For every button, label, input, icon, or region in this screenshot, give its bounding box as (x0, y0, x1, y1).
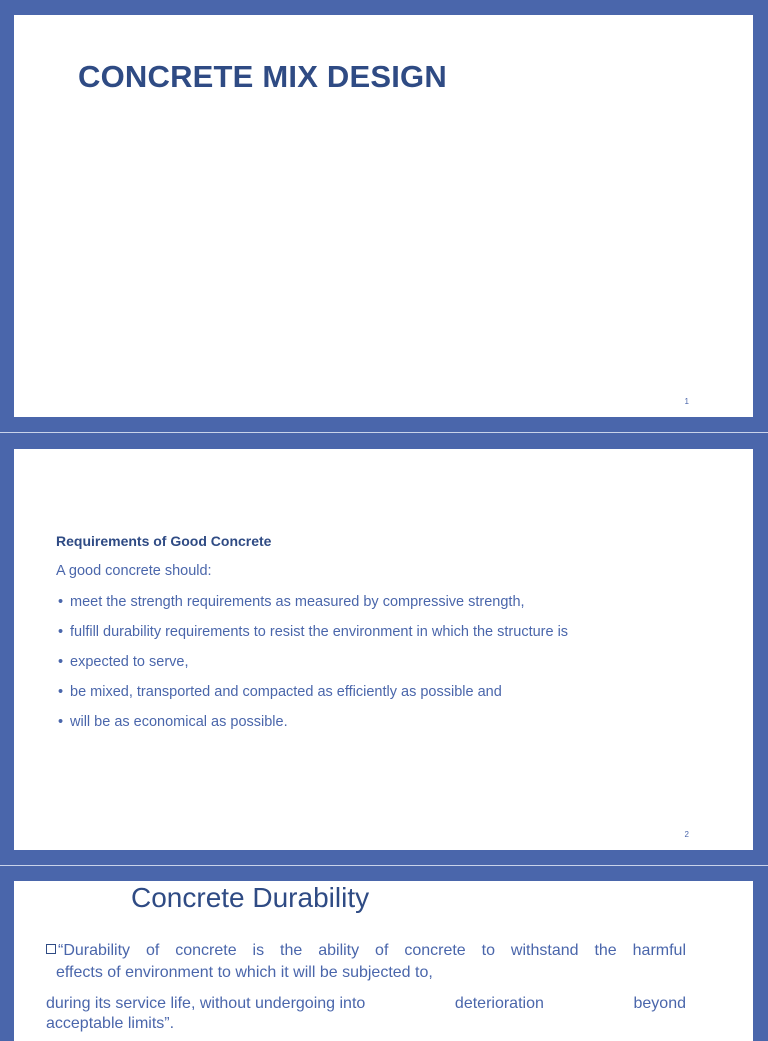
list-item-text: meet the strength requirements as measured by compressive strength, (70, 594, 525, 610)
list-item (56, 593, 646, 611)
quote-line (46, 940, 686, 962)
body-text-segment: during its service life, without undergoing into (46, 995, 366, 1012)
bullet-icon: • (58, 714, 64, 730)
slide-3 (14, 881, 753, 1041)
list-item-text: will be as economical as possible. (70, 714, 288, 730)
list-item (56, 623, 646, 641)
intro-text: A good concrete should: (56, 563, 212, 579)
list-item-text: fulfill durability requirements to resist the environment in which the structure is (70, 624, 569, 640)
requirements-list (56, 593, 646, 743)
list-item (56, 683, 646, 701)
slide-separator (0, 432, 768, 433)
section-heading: Requirements of Good Concrete (56, 533, 272, 549)
quote-text: “Durability of concrete is the ability of concrete to withstand the harmful (58, 942, 686, 959)
list-item (56, 653, 646, 671)
bullet-icon: • (58, 594, 64, 610)
bullet-icon: • (58, 624, 64, 640)
body-line: acceptable limits”. (46, 1015, 175, 1032)
slide-title: Concrete Durability (131, 882, 370, 913)
body-text-segment: beyond (633, 995, 686, 1012)
page-number: 2 (684, 830, 689, 839)
durability-definition (46, 940, 686, 1035)
slide-title: CONCRETE MIX DESIGN (78, 59, 447, 94)
bullet-icon: • (58, 684, 64, 700)
slide-separator (0, 865, 768, 866)
quote-line: effects of environment to which it will be subjected to, (56, 964, 433, 981)
body-text-segment: deterioration (454, 995, 544, 1012)
list-item (56, 713, 646, 731)
page-number: 1 (684, 397, 689, 406)
list-item-text: expected to serve, (70, 654, 189, 670)
slide-2 (14, 449, 753, 850)
list-item-text: be mixed, transported and compacted as efficiently as possible and (70, 684, 502, 700)
body-line (46, 993, 686, 1015)
checkbox-bullet-icon (46, 944, 56, 954)
slide-1 (14, 15, 753, 417)
bullet-icon: • (58, 654, 64, 670)
